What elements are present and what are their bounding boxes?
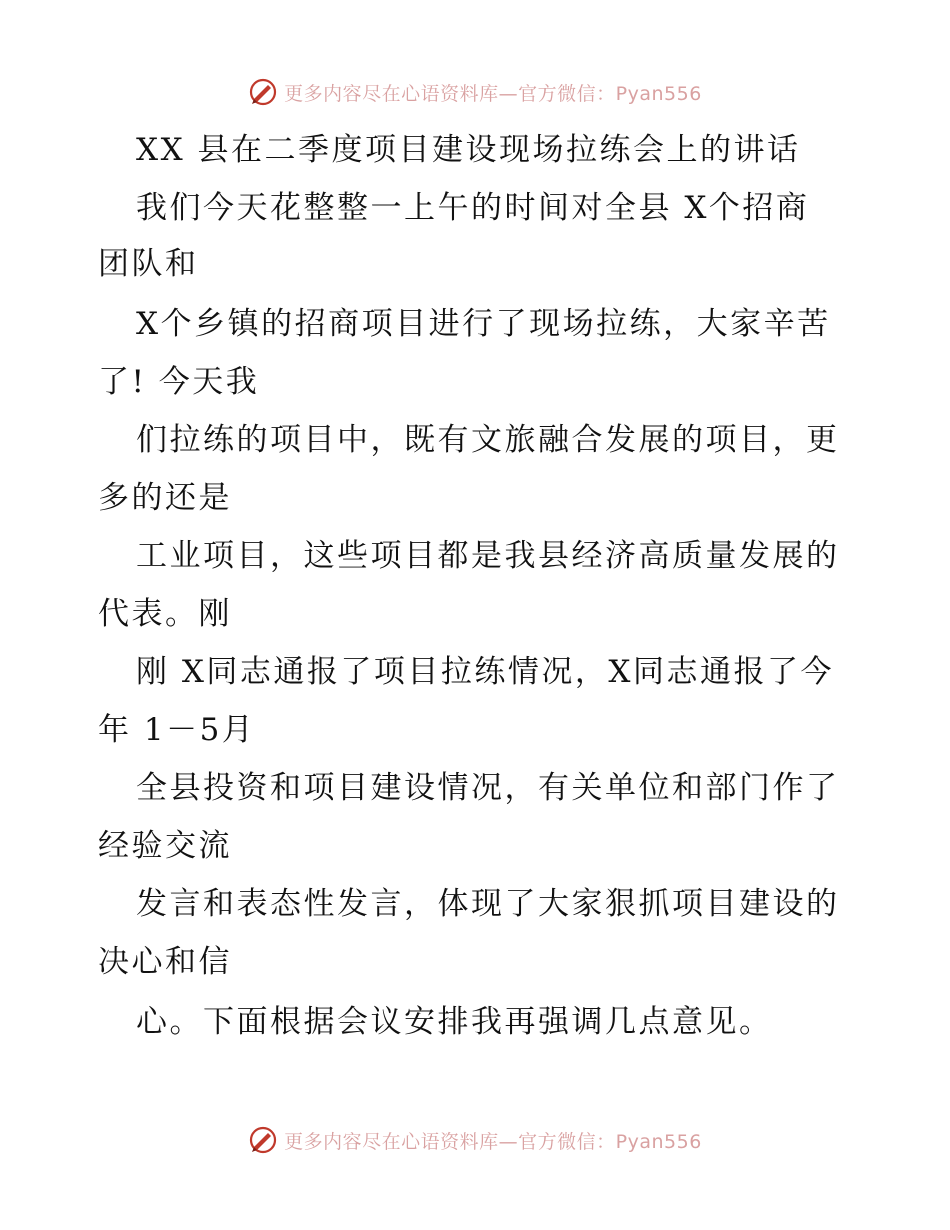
- footer-watermark: [0, 1120, 950, 1160]
- paragraph-line: 决心和信: [98, 944, 232, 980]
- paragraph-line: 年 1－5月: [98, 712, 256, 748]
- paragraph-line: 工业项目，这些项目都是我县经济高质量发展的: [136, 538, 840, 574]
- paragraph-line: X个乡镇的招商项目进行了现场拉练，大家辛苦: [136, 306, 831, 342]
- document-title: XX 县在二季度项目建设现场拉练会上的讲话: [136, 132, 801, 168]
- paragraph-line: 团队和: [98, 246, 199, 282]
- paragraph-line: 多的还是: [98, 480, 232, 516]
- paragraph-line: 了! 今天我: [98, 364, 260, 400]
- paragraph-line: 们拉练的项目中，既有文旅融合发展的项目，更: [136, 422, 840, 458]
- pen-logo-icon: [248, 77, 278, 107]
- pen-logo-icon: [248, 1125, 278, 1155]
- watermark-text: 更多内容尽在心语资料库—官方微信：Pyan556: [284, 1130, 702, 1153]
- paragraph-line: 发言和表态性发言，体现了大家狠抓项目建设的: [136, 886, 840, 922]
- paragraph-line: 经验交流: [98, 828, 232, 864]
- paragraph-line: 心。下面根据会议安排我再强调几点意见。: [136, 1004, 773, 1040]
- paragraph-line: 代表。刚: [98, 596, 232, 632]
- paragraph-line: 刚 X同志通报了项目拉练情况，X同志通报了今: [136, 654, 834, 690]
- paragraph-line: 全县投资和项目建设情况，有关单位和部门作了: [136, 770, 840, 806]
- header-watermark: [0, 72, 950, 112]
- watermark-text: 更多内容尽在心语资料库—官方微信：Pyan556: [284, 82, 702, 105]
- paragraph-line: 我们今天花整整一上午的时间对全县 X个招商: [136, 190, 810, 226]
